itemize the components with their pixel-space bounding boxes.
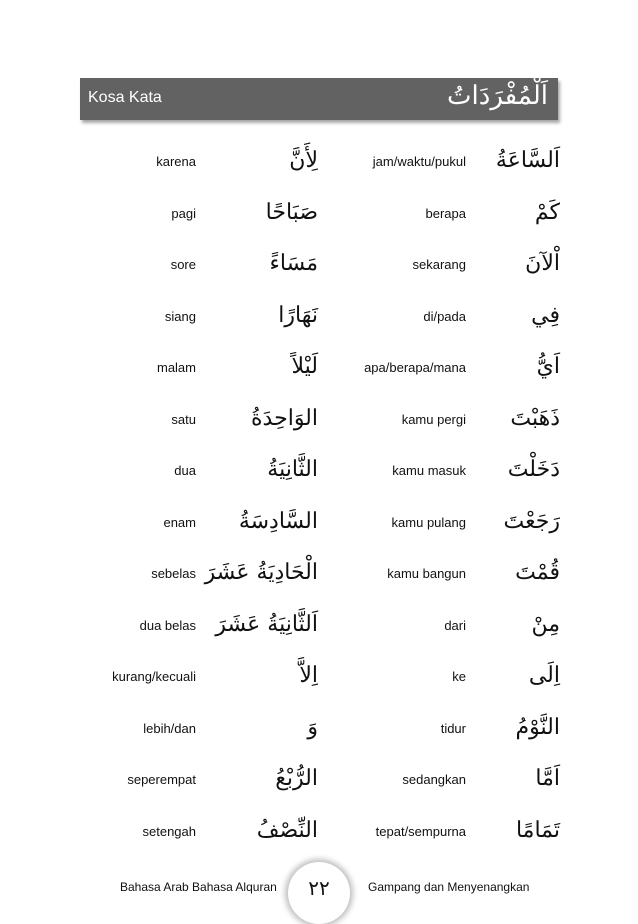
left-meaning: seperempat xyxy=(127,772,196,787)
section-title-arabic: اَلْمُفْرَدَاتُ xyxy=(447,81,548,111)
right-arabic-word: رَجَعْتَ xyxy=(503,508,560,534)
vocab-row xyxy=(0,406,638,458)
right-arabic-word: دَخَلْتَ xyxy=(507,457,560,482)
left-arabic-word: لَيْلاً xyxy=(291,354,318,379)
section-title: Kosa Kata xyxy=(88,89,162,106)
vocab-row xyxy=(0,663,638,715)
right-meaning: kamu bangun xyxy=(387,566,466,581)
left-arabic-word: السَّادِسَةُ xyxy=(238,508,318,534)
vocab-row xyxy=(0,354,638,406)
left-meaning: karena xyxy=(156,154,196,169)
left-arabic-word: اَلثَّانِيَةُ عَشَرَ xyxy=(215,611,318,637)
right-arabic-word: ذَهَبْتَ xyxy=(510,405,560,431)
right-arabic-word: قُمْتَ xyxy=(515,560,560,585)
left-meaning: dua belas xyxy=(139,617,196,633)
right-arabic-word: اْلآنَ xyxy=(525,251,560,276)
left-arabic-word: النِّصْفُ xyxy=(256,817,318,843)
right-arabic-word: فِي xyxy=(531,302,560,328)
right-arabic-word: تَمَامًا xyxy=(515,817,560,843)
left-arabic-word: الثَّانِيَةُ xyxy=(267,457,318,482)
right-meaning: sekarang xyxy=(412,257,466,272)
right-meaning: tidur xyxy=(440,720,466,736)
right-meaning: tepat/sempurna xyxy=(375,823,466,839)
right-arabic-word: اَيُّ xyxy=(536,354,560,379)
footer-subtitle: Gampang dan Menyenangkan xyxy=(368,880,530,894)
right-meaning: sedangkan xyxy=(402,772,466,787)
right-meaning: kamu masuk xyxy=(392,463,466,478)
left-arabic-word: الْحَادِيَةُ عَشَرَ xyxy=(204,560,318,585)
page-number-badge xyxy=(288,862,350,924)
left-meaning: satu xyxy=(171,411,196,427)
vocab-row xyxy=(0,303,638,355)
right-arabic-word: اَمَّا xyxy=(535,766,560,791)
right-arabic-word: اِلَى xyxy=(528,663,560,688)
right-meaning: berapa xyxy=(425,205,466,221)
left-meaning: enam xyxy=(163,514,196,530)
left-arabic-word: صَبَاحًا xyxy=(265,199,318,225)
vocab-row xyxy=(0,509,638,561)
left-meaning: setengah xyxy=(142,823,196,839)
vocab-row xyxy=(0,251,638,303)
vocab-row xyxy=(0,766,638,818)
right-meaning: kamu pergi xyxy=(401,411,466,427)
left-arabic-word: الرُّبْعُ xyxy=(275,766,318,791)
left-meaning: sore xyxy=(170,257,196,272)
vocab-row xyxy=(0,612,638,664)
left-arabic-word: الوَاحِدَةُ xyxy=(251,405,318,431)
left-arabic-word: نَهَارًا xyxy=(278,302,318,328)
left-meaning: sebelas xyxy=(151,566,196,581)
left-meaning: dua xyxy=(174,463,196,478)
right-arabic-word: مِنْ xyxy=(531,611,560,637)
left-meaning: malam xyxy=(156,360,196,375)
left-arabic-word: وَ xyxy=(307,714,318,740)
left-arabic-word: مَسَاءً xyxy=(269,251,318,276)
left-meaning: kurang/kecuali xyxy=(112,669,196,684)
vocab-row xyxy=(0,560,638,612)
footer-book-title: Bahasa Arab Bahasa Alquran xyxy=(120,880,277,894)
vocab-row xyxy=(0,457,638,509)
page-number: ٢٢ xyxy=(308,876,330,900)
right-meaning: di/pada xyxy=(423,308,466,324)
left-arabic-word: لِأَنَّ xyxy=(289,148,318,173)
right-meaning: dari xyxy=(444,617,466,633)
left-arabic-word: اِلاَّ xyxy=(299,663,318,688)
vocab-row xyxy=(0,715,638,767)
right-arabic-word: النَّوْمُ xyxy=(515,714,560,740)
right-meaning: apa/berapa/mana xyxy=(364,360,466,375)
section-header xyxy=(80,78,558,120)
right-arabic-word: كَمْ xyxy=(534,199,560,225)
left-meaning: lebih/dan xyxy=(143,720,196,736)
right-arabic-word: اَلسَّاعَةُ xyxy=(495,148,560,173)
vocab-row xyxy=(0,200,638,252)
right-meaning: kamu pulang xyxy=(391,514,466,530)
left-meaning: pagi xyxy=(171,205,196,221)
left-meaning: siang xyxy=(164,308,196,324)
vocab-row xyxy=(0,148,638,200)
right-meaning: ke xyxy=(452,669,466,684)
right-meaning: jam/waktu/pukul xyxy=(372,154,466,169)
